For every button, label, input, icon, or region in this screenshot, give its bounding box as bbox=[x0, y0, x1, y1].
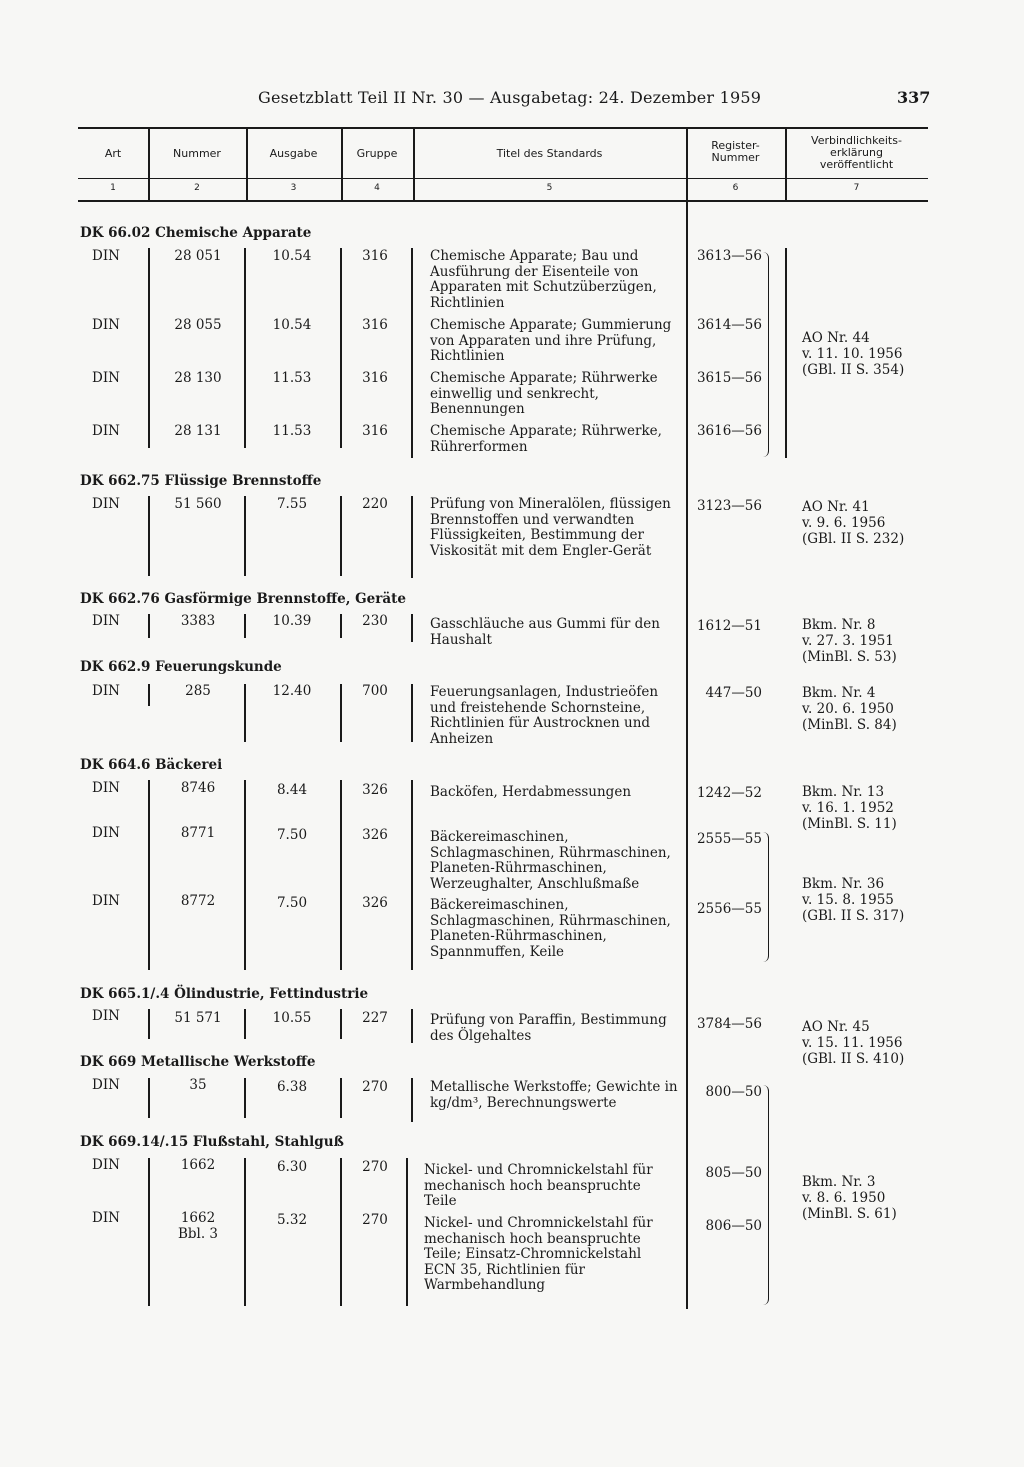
table-header-bottom-rule bbox=[78, 200, 928, 202]
cell-art: DIN bbox=[92, 496, 120, 512]
register-brace bbox=[762, 832, 769, 962]
cell-register: 805—50 bbox=[705, 1165, 762, 1181]
row-divider bbox=[411, 1009, 413, 1043]
cell-verbindlich: Bkm. Nr. 36 v. 15. 8. 1955 (GBl. II S. 317) bbox=[802, 876, 905, 924]
section-heading: DK 664.6 Bäckerei bbox=[80, 757, 223, 773]
cell-art: DIN bbox=[92, 1008, 120, 1024]
row-divider bbox=[411, 780, 413, 970]
row-divider bbox=[340, 780, 342, 970]
section-heading: DK 66.02 Chemische Apparate bbox=[80, 225, 312, 241]
cell-register: 3784—56 bbox=[696, 1016, 762, 1032]
cell-art: DIN bbox=[92, 423, 120, 439]
col-num: 6 bbox=[732, 183, 739, 193]
cell-ausgabe: 11.53 bbox=[272, 423, 312, 439]
cell-ausgabe: 7.50 bbox=[276, 827, 308, 843]
cell-art: DIN bbox=[92, 683, 120, 699]
row-divider bbox=[785, 248, 787, 458]
cell-gruppe: 230 bbox=[362, 613, 388, 629]
cell-ausgabe: 11.53 bbox=[272, 370, 312, 386]
cell-art: DIN bbox=[92, 1210, 120, 1226]
cell-nummer: 8772 bbox=[180, 893, 216, 909]
cell-nummer: 3383 bbox=[180, 613, 216, 629]
cell-titel: Bäckereimaschinen, Schlagmaschinen, Rührmaschinen, Planeten-Rührmaschinen, Spannmuffen, Keile bbox=[430, 897, 671, 960]
cell-verbindlich: Bkm. Nr. 13 v. 16. 1. 1952 (MinBl. S. 11) bbox=[802, 784, 897, 832]
col-num: 2 bbox=[194, 183, 200, 193]
cell-gruppe: 270 bbox=[362, 1159, 388, 1175]
cell-nummer: 28 051 bbox=[174, 248, 222, 264]
cell-gruppe: 316 bbox=[362, 317, 388, 333]
row-divider bbox=[411, 684, 413, 742]
section-heading: DK 662.76 Gasförmige Brennstoffe, Geräte bbox=[80, 591, 406, 607]
section-heading: DK 669.14/.15 Flußstahl, Stahlguß bbox=[80, 1134, 344, 1150]
col-num: 7 bbox=[853, 183, 860, 193]
cell-art: DIN bbox=[92, 317, 120, 333]
cell-art: DIN bbox=[92, 1157, 120, 1173]
cell-verbindlich: AO Nr. 45 v. 15. 11. 1956 (GBl. II S. 410) bbox=[802, 1019, 905, 1067]
col-header-titel: Titel des Standards bbox=[496, 147, 603, 160]
cell-verbindlich: AO Nr. 44 v. 11. 10. 1956 (GBl. II S. 354) bbox=[802, 330, 905, 378]
row-divider bbox=[411, 248, 413, 458]
cell-register: 3613—56 bbox=[696, 248, 762, 264]
cell-ausgabe: 10.54 bbox=[272, 248, 312, 264]
cell-titel: Feuerungsanlagen, Industrieöfen und freistehende Schornsteine, Richtlinien für Austrocknen und Anheizen bbox=[430, 684, 659, 747]
cell-ausgabe: 10.54 bbox=[272, 317, 312, 333]
cell-nummer: 8771 bbox=[180, 825, 216, 841]
cell-gruppe: 700 bbox=[362, 683, 388, 699]
row-divider bbox=[340, 1158, 342, 1306]
cell-titel: Backöfen, Herdabmessungen bbox=[430, 784, 632, 800]
cell-nummer: 35 bbox=[189, 1077, 207, 1093]
section-heading: DK 665.1/.4 Ölindustrie, Fettindustrie bbox=[80, 986, 369, 1002]
cell-nummer: 28 055 bbox=[174, 317, 222, 333]
cell-register: 1612—51 bbox=[696, 618, 762, 634]
cell-register: 2555—55 bbox=[696, 831, 762, 847]
cell-register: 800—50 bbox=[705, 1084, 762, 1100]
row-divider bbox=[411, 496, 413, 578]
cell-titel: Nickel- und Chromnickelstahl für mechanisch hoch beanspruchte Teile; Einsatz-Chromnickelstahl ECN 35, Richtlinien für Warmbehandlung bbox=[424, 1215, 653, 1293]
cell-nummer: 8746 bbox=[180, 780, 216, 796]
col-num: 5 bbox=[546, 183, 553, 193]
cell-nummer: 28 131 bbox=[174, 423, 222, 439]
table-header-rule bbox=[78, 178, 928, 179]
cell-art: DIN bbox=[92, 613, 120, 629]
col-header-nummer: Nummer bbox=[173, 147, 221, 160]
cell-register: 3615—56 bbox=[696, 370, 762, 386]
cell-nummer: 285 bbox=[185, 683, 211, 699]
col-num: 1 bbox=[110, 183, 116, 193]
cell-ausgabe: 10.39 bbox=[272, 613, 312, 629]
cell-register: 1242—52 bbox=[696, 785, 762, 801]
row-divider bbox=[148, 248, 150, 448]
register-brace bbox=[762, 1085, 769, 1305]
cell-ausgabe: 8.44 bbox=[276, 782, 308, 798]
cell-gruppe: 316 bbox=[362, 370, 388, 386]
cell-titel: Gasschläuche aus Gummi für den Haushalt bbox=[430, 616, 660, 648]
row-divider bbox=[411, 614, 413, 642]
row-divider bbox=[340, 248, 342, 448]
section-heading: DK 662.9 Feuerungskunde bbox=[80, 659, 282, 675]
cell-ausgabe: 7.50 bbox=[276, 895, 308, 911]
cell-register: 3616—56 bbox=[696, 423, 762, 439]
cell-gruppe: 220 bbox=[362, 496, 388, 512]
row-divider bbox=[244, 248, 246, 448]
page-number: 337 bbox=[897, 88, 931, 107]
cell-verbindlich: Bkm. Nr. 3 v. 8. 6. 1950 (MinBl. S. 61) bbox=[802, 1174, 897, 1222]
cell-ausgabe: 7.55 bbox=[276, 496, 308, 512]
cell-art: DIN bbox=[92, 1077, 120, 1093]
col-num: 3 bbox=[290, 183, 297, 193]
cell-nummer: 28 130 bbox=[174, 370, 222, 386]
cell-gruppe: 326 bbox=[362, 782, 388, 798]
cell-art: DIN bbox=[92, 248, 120, 264]
cell-art: DIN bbox=[92, 893, 120, 909]
row-divider bbox=[411, 1078, 413, 1122]
cell-gruppe: 326 bbox=[362, 827, 388, 843]
col-header-verbindlich: Verbindlichkeits- erklärung veröffentlicht bbox=[811, 134, 902, 171]
cell-ausgabe: 6.38 bbox=[276, 1079, 308, 1095]
cell-nummer: 1662 Bbl. 3 bbox=[177, 1210, 219, 1242]
cell-gruppe: 270 bbox=[362, 1079, 388, 1095]
page-header-title: Gesetzblatt Teil II Nr. 30 — Ausgabetag: 24. Dezember 1959 bbox=[258, 88, 762, 107]
cell-ausgabe: 5.32 bbox=[276, 1212, 308, 1228]
cell-gruppe: 227 bbox=[362, 1010, 388, 1026]
cell-ausgabe: 10.55 bbox=[272, 1010, 312, 1026]
cell-titel: Metallische Werkstoffe; Gewichte in kg/dm³, Berechnungswerte bbox=[430, 1079, 678, 1111]
cell-titel: Prüfung von Mineralölen, flüssigen Brennstoffen und verwandten Flüssigkeiten, Bestimmung der Viskosität mit dem Engler-Gerät bbox=[430, 496, 671, 559]
cell-verbindlich: Bkm. Nr. 8 v. 27. 3. 1951 (MinBl. S. 53) bbox=[802, 617, 897, 665]
cell-register: 3614—56 bbox=[696, 317, 762, 333]
cell-art: DIN bbox=[92, 825, 120, 841]
cell-gruppe: 270 bbox=[362, 1212, 388, 1228]
cell-titel: Nickel- und Chromnickelstahl für mechanisch hoch beanspruchte Teile bbox=[424, 1162, 653, 1209]
cell-verbindlich: Bkm. Nr. 4 v. 20. 6. 1950 (MinBl. S. 84) bbox=[802, 685, 897, 733]
cell-titel: Chemische Apparate; Rührwerke einwellig und senkrecht, Benennungen bbox=[430, 370, 658, 417]
col-header-art: Art bbox=[104, 147, 122, 160]
cell-titel: Chemische Apparate; Bau und Ausführung der Eisenteile von Apparaten mit Schutzüberzügen, Richtlinien bbox=[430, 248, 657, 311]
section-heading: DK 669 Metallische Werkstoffe bbox=[80, 1054, 316, 1070]
col-header-ausgabe: Ausgabe bbox=[269, 147, 318, 160]
col-header-register: Register- Nummer bbox=[711, 139, 760, 164]
cell-verbindlich: AO Nr. 41 v. 9. 6. 1956 (GBl. II S. 232) bbox=[802, 499, 905, 547]
row-divider bbox=[148, 780, 150, 970]
cell-ausgabe: 12.40 bbox=[272, 683, 312, 699]
cell-nummer: 51 571 bbox=[174, 1010, 222, 1026]
col-header-gruppe: Gruppe bbox=[356, 147, 398, 160]
cell-titel: Chemische Apparate; Rührwerke, Rührerformen bbox=[430, 423, 662, 455]
col-divider-register bbox=[686, 129, 688, 1309]
row-divider bbox=[244, 780, 246, 970]
cell-nummer: 51 560 bbox=[174, 496, 222, 512]
cell-titel: Chemische Apparate; Gummierung von Apparaten und ihre Prüfung, Richtlinien bbox=[430, 317, 672, 364]
cell-art: DIN bbox=[92, 370, 120, 386]
table-top-rule bbox=[78, 127, 928, 129]
cell-gruppe: 316 bbox=[362, 423, 388, 439]
col-num: 4 bbox=[374, 183, 380, 193]
cell-gruppe: 316 bbox=[362, 248, 388, 264]
cell-art: DIN bbox=[92, 780, 120, 796]
cell-register: 2556—55 bbox=[696, 901, 762, 917]
cell-nummer: 1662 bbox=[180, 1157, 216, 1173]
cell-gruppe: 326 bbox=[362, 895, 388, 911]
register-brace bbox=[762, 252, 769, 457]
section-heading: DK 662.75 Flüssige Brennstoffe bbox=[80, 473, 322, 489]
cell-titel: Prüfung von Paraffin, Bestimmung des Ölgehaltes bbox=[430, 1012, 667, 1044]
cell-register: 806—50 bbox=[705, 1218, 762, 1234]
cell-register: 3123—56 bbox=[696, 498, 762, 514]
row-divider bbox=[406, 1158, 408, 1306]
cell-register: 447—50 bbox=[705, 685, 762, 701]
cell-ausgabe: 6.30 bbox=[276, 1159, 308, 1175]
cell-titel: Bäckereimaschinen, Schlagmaschinen, Rührmaschinen, Planeten-Rührmaschinen, Werzeughalter, Anschlußmaße bbox=[430, 829, 671, 892]
